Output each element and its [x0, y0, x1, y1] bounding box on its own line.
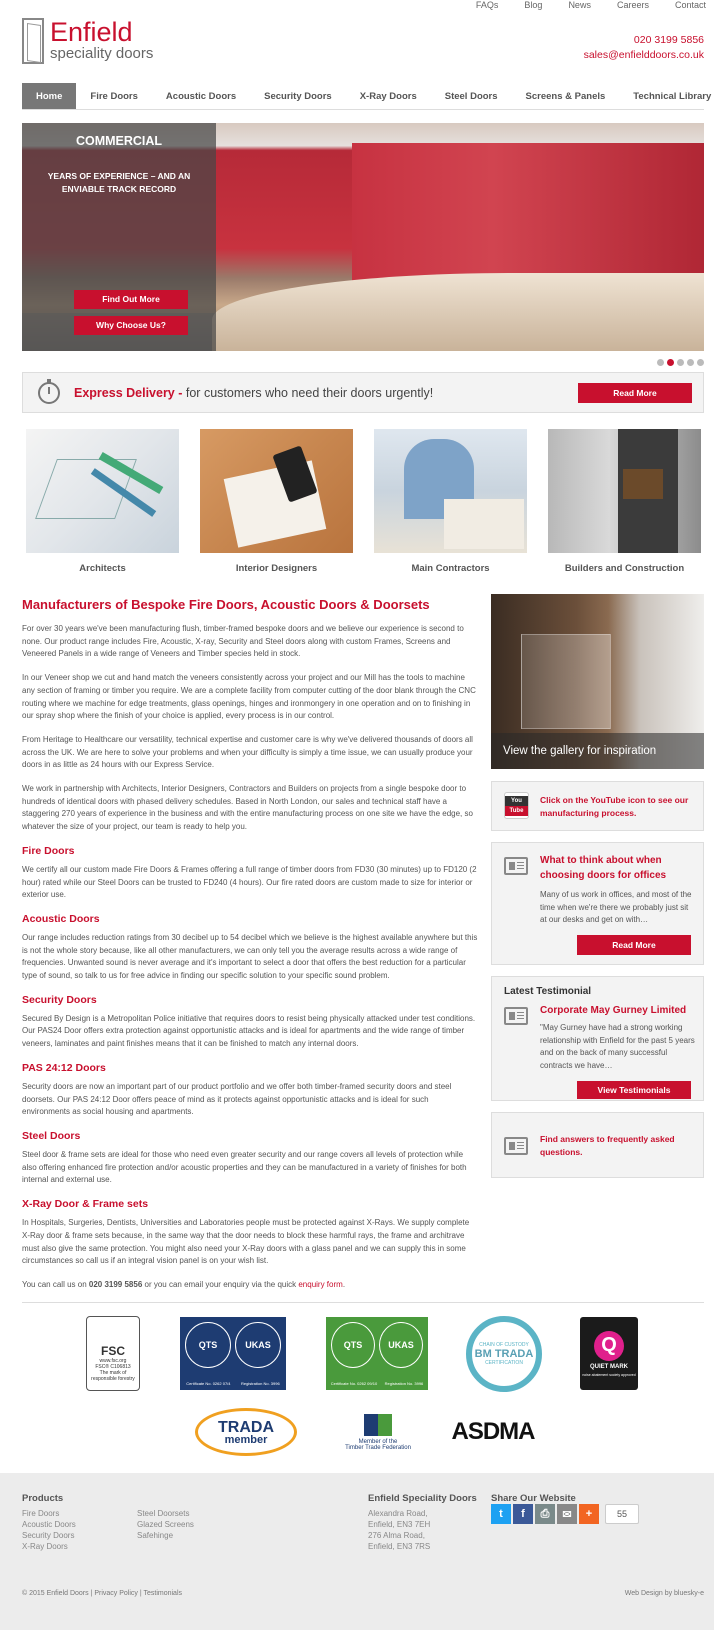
footer-products — [22, 1493, 76, 1552]
why-choose-us-button[interactable]: Why Choose Us? — [74, 316, 188, 335]
article-icon — [504, 857, 528, 875]
find-out-more-button[interactable]: Find Out More — [74, 290, 188, 309]
hero-image-wall — [352, 143, 704, 283]
ukas-reg-no: Registration No. 3996 — [384, 1380, 424, 1386]
footer-address-line: Alexandra Road, — [368, 1509, 428, 1518]
trada-main: TRADA — [218, 1418, 274, 1436]
header-email[interactable]: sales@enfielddoors.co.uk — [583, 49, 704, 61]
architects-image — [26, 429, 179, 553]
site-logo[interactable] — [22, 18, 153, 64]
top-nav-blog[interactable]: Blog — [524, 0, 543, 10]
nav-technical-library[interactable]: Technical Library — [633, 91, 712, 102]
call-us-text — [22, 1279, 478, 1292]
enquiry-form-link[interactable]: enquiry form — [298, 1279, 343, 1289]
gallery-caption: View the gallery for inspiration — [491, 733, 704, 769]
call-pre: You can call us on — [22, 1279, 89, 1289]
pas-doors-text: Security doors are now an important part of our product portfolio and we offer both timber-framed security doors and steel doorsets. Our PAS 24:12 Door offers peace of mind as it protects against opportunistic attacks and is ideal for such environments as social housing and apartments. — [22, 1081, 452, 1117]
top-nav-careers[interactable]: Careers — [616, 0, 649, 10]
divider — [22, 1302, 704, 1303]
ukas-seal: UKAS — [379, 1322, 423, 1368]
hero-slider — [22, 123, 704, 351]
quiet-mark-text: QUIET MARK — [590, 1363, 628, 1370]
footer-link-fire-doors[interactable]: Fire Doors — [22, 1509, 60, 1518]
category-label: Builders and Construction — [564, 563, 685, 574]
office-article-title[interactable]: What to think about when choosing doors for offices — [540, 855, 667, 881]
print-icon[interactable]: ⎙ — [535, 1504, 555, 1524]
veneer-paragraph: In our Veneer shop we cut and hand match the veneers consistently across your project and our Mill has the tools to machine any section of framing or timber you require. We are a complete facility from computer cutting of the door blank through the CNC routing where we machine for edge treatments, glass openings, hinges and ironmongery in one operation and on to finishing in our spray shop where the finish of your choice is applied, every process is in our control. — [22, 673, 476, 721]
steel-doors-text: Steel door & frame sets are ideal for those who need even greater security and our range covers all levels of protection while also offering enhanced fire protection and/or acoustic properties and they can be manufactured in a variety of finishes for both internal and external use. — [22, 1149, 467, 1185]
article-icon — [504, 1137, 528, 1155]
footer-credit[interactable]: Web Design by bluesky-e — [624, 1590, 704, 1597]
view-testimonials-button[interactable]: View Testimonials — [577, 1081, 691, 1099]
express-description: for customers who need their doors urgently! — [182, 386, 434, 400]
nav-fire-doors[interactable]: Fire Doors — [90, 91, 138, 102]
quiet-mark-foot: noise abatement society approved — [582, 1372, 636, 1377]
facebook-icon[interactable]: f — [513, 1504, 533, 1524]
footer-address — [368, 1493, 477, 1552]
category-architects[interactable] — [26, 429, 179, 574]
category-label: Interior Designers — [235, 563, 318, 574]
slider-dot[interactable] — [677, 359, 684, 366]
footer-link-glazed-screens[interactable]: Glazed Screens — [137, 1520, 194, 1529]
youtube-icon[interactable] — [504, 792, 529, 819]
logo-line2: speciality doors — [50, 45, 154, 62]
top-nav-contact[interactable]: Contact — [674, 0, 706, 10]
security-doors-text: Secured By Design is a Metropolitan Police initiative that requires doors to resist being physically attacked under test conditions. Our PAS24 Door offers extra protection against opportunistic attacks and is ideal for apartments and the wide range of timber veneers, laminates and paint finishes means that it can be finished to match any internal doors. — [22, 1013, 476, 1049]
asdma-logo — [451, 1410, 535, 1454]
nav-steel-doors[interactable]: Steel Doors — [444, 91, 498, 102]
fsc-line2: FSC® C106813 — [95, 1363, 131, 1370]
footer-link-xray-doors[interactable]: X-Ray Doors — [22, 1542, 68, 1551]
asdma-text: ASDMA — [451, 1418, 535, 1445]
main-contractors-image — [374, 429, 527, 553]
gallery-image — [521, 634, 611, 729]
express-highlight: Express Delivery - — [74, 386, 183, 400]
ttf-member-logo — [336, 1408, 420, 1456]
page-title: Manufacturers of Bespoke Fire Doors, Acoustic Doors & Doorsets — [22, 597, 430, 612]
footer-address-line: 276 Alma Road, — [368, 1531, 425, 1540]
qts-seal: QTS — [331, 1322, 375, 1368]
partnership-paragraph: We work in partnership with Architects, Interior Designers, Contractors and Builders on projects from a single bespoke door to hundreds of identical doors with phased delivery schedules. Based in North London, our sales and technical staff have a staggering 270 years of experience in the business and with the entire manufacturing process on one site we have the edge, so whatever the size of your project, our team is ready to help you. — [22, 784, 473, 832]
top-nav — [476, 0, 706, 10]
express-text — [74, 386, 433, 400]
main-content — [22, 597, 478, 1303]
footer-company-title: Enfield Speciality Doors — [368, 1493, 477, 1504]
nav-screens-panels[interactable]: Screens & Panels — [525, 91, 606, 102]
gallery-promo[interactable] — [491, 594, 704, 769]
trada-sub: member — [224, 1433, 268, 1446]
fsc-logo — [86, 1316, 140, 1391]
testimonial-box — [491, 976, 704, 1101]
slider-dot-active[interactable] — [667, 359, 674, 366]
security-doors-heading: Security Doors — [22, 993, 97, 1006]
acoustic-doors-heading: Acoustic Doors — [22, 912, 100, 925]
category-main-contractors[interactable] — [374, 429, 527, 574]
fsc-line1: www.fsc.org — [99, 1357, 127, 1364]
top-nav-faqs[interactable]: FAQs — [475, 0, 499, 10]
nav-home[interactable]: Home — [22, 83, 76, 109]
footer-copyright[interactable]: © 2015 Enfield Doors | Privacy Policy | Testimonials — [22, 1590, 183, 1597]
share-buttons — [491, 1504, 639, 1524]
youtube-icon-top: You — [505, 796, 528, 806]
ttf-icon — [364, 1414, 392, 1436]
slider-dot[interactable] — [697, 359, 704, 366]
ttf-line2: Timber Trade Federation — [345, 1444, 411, 1451]
footer-link-steel-doorsets[interactable]: Steel Doorsets — [137, 1509, 190, 1518]
bm-trada-top: CHAIN OF CUSTODY — [479, 1342, 529, 1348]
main-nav — [22, 83, 712, 110]
xray-doors-text: In Hospitals, Surgeries, Dentists, Universities and Laboratories people must be protected against X-Rays. We supply complete X-Ray door & frame sets because, in the same way that the door needs to block these harmful rays, the frame and architrave must also give the same protection. You might also need your X-Ray doors with a glass panel and we can supply this in some circumstances so call us if an integral vision panel is on your wish list. — [22, 1218, 470, 1266]
stopwatch-icon — [38, 382, 60, 404]
hero-title: COMMERCIAL — [75, 134, 163, 148]
logo-line1: Enfield — [50, 17, 133, 47]
twitter-icon[interactable]: t — [491, 1504, 511, 1524]
express-read-more-button[interactable]: Read More — [578, 383, 692, 403]
office-article-excerpt: Many of us work in offices, and most of the time when we're there we probably just sit at our desks and get on with… — [540, 890, 692, 924]
bm-trada-logo — [466, 1316, 542, 1392]
call-end: . — [342, 1279, 346, 1289]
ukas-seal: UKAS — [235, 1322, 281, 1368]
article-icon — [504, 1007, 528, 1025]
bm-trada-main: BM TRADA — [474, 1348, 534, 1360]
youtube-text[interactable]: Click on the YouTube icon to see our manufacturing process. — [540, 795, 689, 818]
fire-doors-heading: Fire Doors — [22, 844, 75, 857]
fire-doors-text: We certify all our custom made Fire Doors & Frames offering a full range of timber doors from FD30 (30 minutes) up to FD120 (2 hour) rated while our Steel Doors can be trusted to FD240 (4 hours). Our fire rated doors are custom made to size for interior or exterior use. — [22, 864, 477, 900]
faq-box[interactable] — [491, 1112, 704, 1178]
category-label: Architects — [79, 563, 126, 574]
heritage-paragraph: From Heritage to Healthcare our versatility, technical expertise and customer care is why we've delivered thousands of doors all across the UK. We are here to solve your problems and when your difficulty is simply a time issue, we can usually produce your doors in as little as 24 hours with our Express Service. — [22, 734, 473, 770]
testimonial-title[interactable]: Corporate May Gurney Limited — [540, 1005, 687, 1016]
ukas-reg-no: Registration No. 3996 — [241, 1380, 280, 1386]
email-icon[interactable]: ✉ — [557, 1504, 577, 1524]
footer-products-title: Products — [22, 1493, 64, 1504]
office-article-box — [491, 842, 704, 965]
intro-paragraph: For over 30 years we've been manufacturing flush, timber-framed bespoke doors and we believe our experience is second to none. Our product range includes Fire, Acoustic, X-ray, Security and Steel doors along with custom Frames, Screens and Veneered Panels in a wide range of Veneers and Timber species held in stock. — [22, 624, 464, 659]
steel-doors-heading: Steel Doors — [22, 1129, 81, 1142]
footer-link-safehinge[interactable]: Safehinge — [137, 1531, 174, 1540]
acoustic-doors-text: Our range includes reduction ratings from 30 decibel up to 54 decibel which we believe is the highest available anywhere but this is not the whole story because, like all other manufacturers, we can only tell you the average results across a wide range of frequencies. Unwanted sound is never average and it's important to select a door that offers the best reduction for a particular type of sound, so talk to us for free advice in finding our specific solution to your specific sound problem. — [22, 932, 478, 981]
footer-products-col2 — [137, 1508, 194, 1541]
testimonial-heading: Latest Testimonial — [504, 986, 592, 997]
youtube-box[interactable] — [491, 781, 704, 831]
category-interior-designers[interactable] — [200, 429, 353, 574]
ttf-line1: Member of the — [358, 1438, 398, 1445]
nav-xray-doors[interactable]: X-Ray Doors — [359, 91, 417, 102]
footer-address-line: Enfield, EN3 7RS — [368, 1542, 431, 1551]
slider-dot[interactable] — [657, 359, 664, 366]
express-delivery-banner — [22, 372, 704, 413]
add-share-icon[interactable]: + — [579, 1504, 599, 1524]
footer-share-title: Share Our Website — [491, 1493, 576, 1504]
nav-acoustic-doors[interactable]: Acoustic Doors — [165, 91, 237, 102]
fsc-line3: The mark of responsible forestry — [91, 1369, 135, 1382]
bm-trada-bottom: CERTIFICATION — [485, 1360, 523, 1366]
hero-subtitle: YEARS OF EXPERIENCE – AND AN ENVIABLE TRACK RECORD — [47, 171, 191, 194]
pas-doors-heading: PAS 24:12 Doors — [22, 1061, 106, 1074]
office-read-more-button[interactable]: Read More — [577, 935, 691, 955]
slider-dot[interactable] — [687, 359, 694, 366]
category-label: Main Contractors — [411, 563, 490, 574]
call-mid: or you can email your enquiry via the quick — [142, 1279, 299, 1289]
nav-security-doors[interactable]: Security Doors — [264, 91, 332, 102]
footer-address-line: Enfield, EN3 7EH — [368, 1520, 431, 1529]
qts-ukas-logo-blue — [180, 1317, 286, 1390]
faq-text[interactable]: Find answers to frequently asked questions. — [540, 1134, 675, 1157]
share-count: 55 — [605, 1504, 639, 1524]
qts-seal: QTS — [185, 1322, 231, 1368]
door-logo-icon — [22, 18, 44, 64]
category-builders[interactable] — [548, 429, 701, 574]
xray-doors-heading: X-Ray Door & Frame sets — [22, 1198, 149, 1211]
top-nav-news[interactable]: News — [568, 0, 591, 10]
call-phone[interactable]: 020 3199 5856 — [88, 1279, 143, 1289]
fsc-title: FSC — [101, 1343, 125, 1358]
quiet-mark-logo — [580, 1317, 638, 1390]
slider-dots — [657, 359, 704, 366]
footer-link-security-doors[interactable]: Security Doors — [22, 1531, 75, 1540]
header-phone[interactable]: 020 3199 5856 — [633, 34, 704, 46]
builders-image — [548, 429, 701, 553]
header-contact — [584, 33, 704, 63]
youtube-icon-bottom: Tube — [505, 806, 528, 816]
qts-cert-no: Certificate No. 0262 09/10 — [330, 1380, 378, 1386]
trada-member-logo — [195, 1408, 297, 1456]
quiet-mark-letter: Q — [594, 1331, 624, 1361]
site-footer — [0, 1473, 714, 1630]
qts-ukas-logo-green — [326, 1317, 428, 1390]
logo-text — [50, 18, 153, 62]
interior-designers-image — [200, 429, 353, 553]
footer-link-acoustic-doors[interactable]: Acoustic Doors — [22, 1520, 76, 1529]
testimonial-excerpt: "May Gurney have had a strong working relationship with Enfield for the past 5 years and on the back of many successful contracts we have… — [540, 1023, 695, 1070]
qts-cert-no: Certificate No. 0262 07/4 — [186, 1380, 231, 1386]
